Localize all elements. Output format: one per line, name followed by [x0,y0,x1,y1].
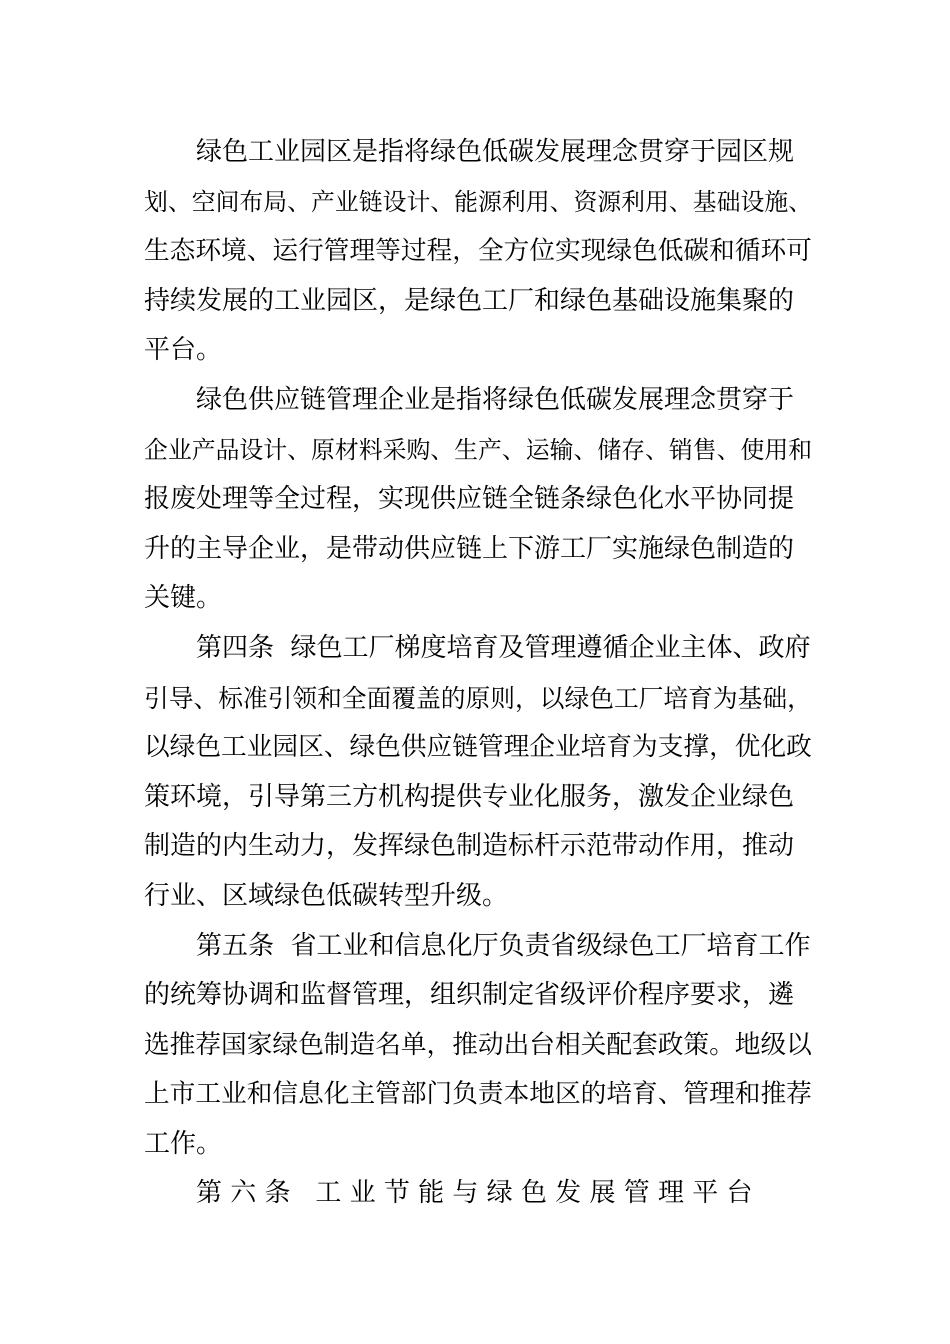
paragraph-green-park-line-1: 绿色工业园区是指将绿色低碳发展理念贯穿于园区规 [196,137,795,167]
paragraph-supply-chain-line-4: 升的主导企业，是带动供应链上下游工厂实施绿色制造的 [144,533,795,564]
paragraph-supply-chain-line-3: 报废处理等全过程，实现供应链全链条绿色化水平协同提 [144,484,795,515]
paragraph-green-park-line-5: 平台。 [144,335,223,366]
article-5-line-4: 上市工业和信息化主管部门负责本地区的培育、管理和推荐 [144,1079,812,1110]
paragraph-supply-chain-line-5: 关键。 [144,583,223,614]
article-5-line-2: 的统筹协调和监督管理，组织制定省级评价程序要求，遴 [144,980,795,1011]
article-5-line-5: 工作。 [144,1128,223,1159]
paragraph-green-park-line-4: 持续发展的工业园区，是绿色工厂和绿色基础设施集聚的 [144,285,795,316]
paragraph-supply-chain-line-1: 绿色供应链管理企业是指将绿色低碳发展理念贯穿于 [196,384,795,415]
article-4-line-5: 制造的内生动力，发挥绿色制造标杆示范带动作用，推动 [144,831,795,862]
article-4-line-1: 第四条 绿色工厂梯度培育及管理遵循企业主体、政府 [196,632,811,663]
article-5-line-1: 第五条 省工业和信息化厅负责省级绿色工厂培育工作 [196,930,811,961]
article-4-line-4: 策环境，引导第三方机构提供专业化服务，激发企业绿色 [144,781,795,812]
paragraph-supply-chain-line-2: 企业产品设计、原材料采购、生产、运输、储存、销售、使用和 [144,435,813,464]
article-6-line-1: 第 六 条 工 业 节 能 与 绿 色 发 展 管 理 平 台 [196,1178,753,1209]
paragraph-green-park-line-3: 生态环境、运行管理等过程，全方位实现绿色低碳和循环可 [144,236,812,267]
article-4-line-6: 行业、区域绿色低碳转型升级。 [144,880,509,911]
document-body [144,128,812,1219]
article-4-line-3: 以绿色工业园区、绿色供应链管理企业培育为支撑，优化政 [144,732,812,763]
paragraph-green-park-line-2: 划、空间布局、产业链设计、能源利用、资源利用、基础设施、 [144,187,813,216]
article-5-line-3: 选推荐国家绿色制造名单，推动出台相关配套政策。地级以 [144,1029,812,1060]
article-4-line-2: 引导、标准引领和全面覆盖的原则，以绿色工厂培育为基础， [144,683,812,713]
